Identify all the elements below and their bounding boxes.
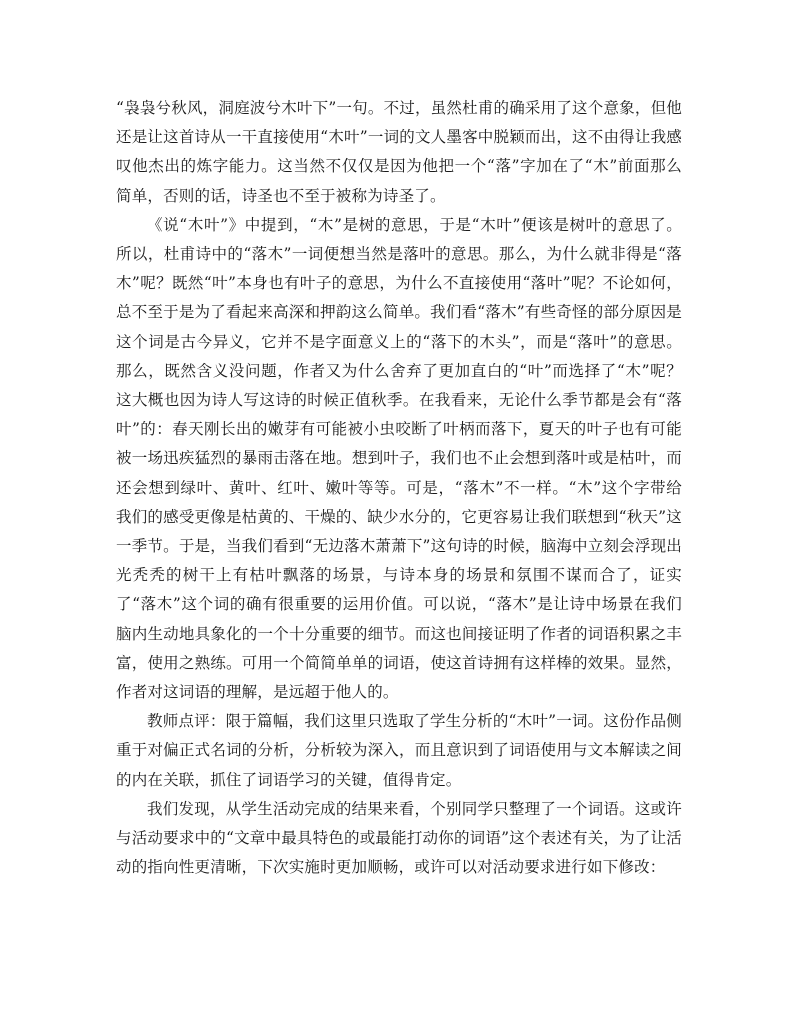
paragraph-poem-analysis-continued: “袅袅兮秋风，洞庭波兮木叶下”一句。不过，虽然杜甫的确采用了这个意象，但他还是让这首诗从一干直接使用“木叶”一词的文人墨客中脱颖而出，这不由得让我感叹他杰出的炼字能力。这当然不仅仅是因为他把一个“落”字加在了“木”前面那么简单，否则的话，诗圣也不至于被称为诗圣了。 xyxy=(116,99,682,205)
paragraph-activity-reflection: 我们发现，从学生活动完成的结果来看，个别同学只整理了一个词语。这或许与活动要求中的“文章中最具特色的或最能打动你的词语”这个表述有关，为了让活动的指向性更清晰，下次实施时更加顺畅，或许可以对活动要求进行如下修改： xyxy=(116,799,682,877)
paragraph-teacher-comment: 教师点评：限于篇幅，我们这里只选取了学生分析的“木叶”一词。这份作品侧重于对偏正式名词的分析，分析较为深入，而且意识到了词语使用与文本解读之间的内在关联，抓住了词语学习的关键，值得肯定。 xyxy=(116,712,682,789)
document-body xyxy=(116,94,682,882)
paragraph-luomu-analysis: 《说“木叶”》中提到，“木”是树的意思，于是“木叶”便该是树叶的意思了。所以，杜甫诗中的“落木”一词便想当然是落叶的意思。那么，为什么就非得是“落木”呢？既然“叶”本身也有叶子的意思，为什么不直接使用“落叶”呢？不论如何，总不至于是为了看起来高深和押韵这么简单。我们看“落木”有些奇怪的部分原因是这个词是古今异义，它并不是字面意义上的“落下的木头”，而是“落叶”的意思。那么，既然含义没问题，作者又为什么舍弃了更加直白的“叶”而选择了“木”呢？这大概也因为诗人写这诗的时候正值秋季。在我看来，无论什么季节都是会有“落叶”的：春天刚长出的嫩芽有可能被小虫咬断了叶柄而落下，夏天的叶子也有可能被一场迅疾猛烈的暴雨击落在地。想到叶子，我们也不止会想到落叶或是枯叶，而还会想到绿叶、黄叶、红叶、嫩叶等等。可是，“落木”不一样。“木”这个字带给我们的感受更像是枯黄的、干燥的、缺少水分的，它更容易让我们联想到“秋天”这一季节。于是，当我们看到“无边落木萧萧下”这句诗的时候，脑海中立刻会浮现出光秃秃的树干上有枯叶飘落的场景，与诗本身的场景和氛围不谋而合了，证实了“落木”这个词的确有很重要的运用价值。可以说，“落木”是让诗中场景在我们脑内生动地具象化的一个十分重要的细节。而这也间接证明了作者的词语积累之丰富，使用之熟练。可用一个简简单单的词语，使这首诗拥有这样棒的效果。显然，作者对这词语的理解，是远超于他人的。 xyxy=(116,215,682,702)
